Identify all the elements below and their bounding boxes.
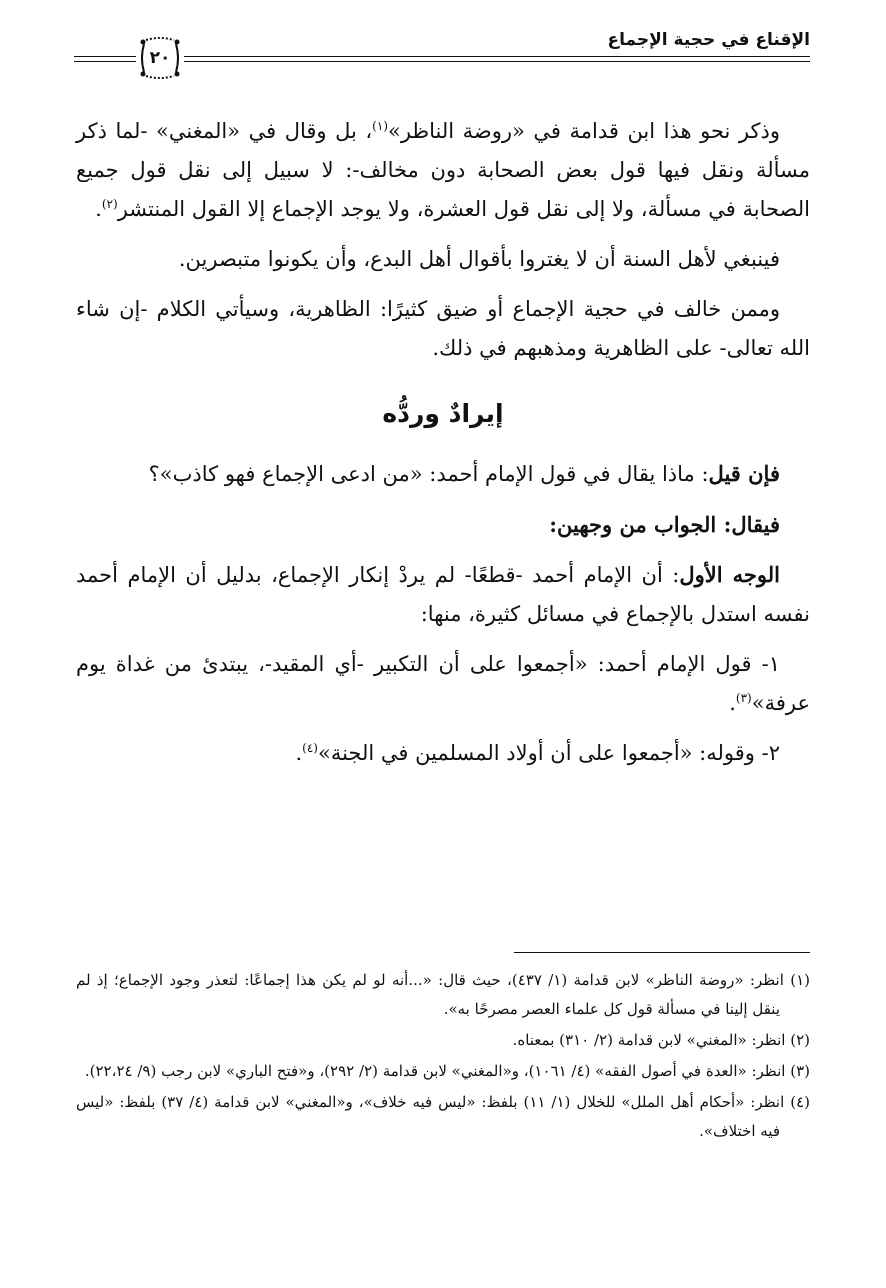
running-title: الإقناع في حجية الإجماع bbox=[607, 30, 810, 50]
footnotes bbox=[76, 966, 810, 1148]
footnote-3: (٣) انظر: «العدة في أصول الفقه» (٤/ ١٠٦١)، و«المغني» لابن قدامة (٢/ ٢٩٢)، و«فتح الباري» لابن رجب (٩/ ٢٢،٢٤). bbox=[84, 1062, 810, 1080]
paragraph-2: فينبغي لأهل السنة أن لا يغتروا بأقوال أهل البدع، وأن يكونوا متبصرين. bbox=[178, 247, 780, 271]
first-aspect-lead: الوجه الأول bbox=[679, 562, 780, 587]
section-title: إيرادٌ وردُّه bbox=[382, 399, 504, 428]
footnote-1: (١) انظر: «روضة الناظر» لابن قدامة (١/ ٤٣٧)، حيث قال: «...أنه لو لم يكن هذا إجماعًا: لتعذر وجود الإجماع؛ إذ لم ينقل إلينا في مسألة قول كل علماء العصر مصرحًا به». bbox=[76, 971, 810, 1018]
header-rule-left-lower bbox=[74, 61, 136, 62]
header-rule-upper bbox=[184, 56, 810, 57]
first-aspect-paragraph: الوجه الأول: أن الإمام أحمد -قطعًا- لم يردْ إنكار الإجماع، بدليل أن الإمام أحمد نفسه استدل بالإجماع في مسائل كثيرة، منها: bbox=[76, 562, 810, 626]
footnote-separator bbox=[514, 952, 810, 953]
page-header bbox=[74, 26, 810, 96]
footnote-2: (٢) انظر: «المغني» لابن قدامة (٢/ ٣١٠) بمعناه. bbox=[512, 1031, 810, 1049]
footnote-ref-3: (٣) bbox=[735, 691, 752, 705]
header-rule-left-upper bbox=[74, 56, 136, 57]
footnote-ref-4: (٤) bbox=[302, 741, 318, 755]
question-lead: فإن قيل bbox=[708, 461, 780, 486]
answer-heading: فيقال: الجواب من وجهين: bbox=[549, 512, 780, 537]
page-number: ٢٠ bbox=[149, 48, 171, 68]
page-number-ornament bbox=[136, 34, 184, 82]
main-text bbox=[76, 112, 810, 784]
paragraph-1: وذكر نحو هذا ابن قدامة في «روضة الناظر»$^{(١)}$، بل وقال في «المغني» -لما ذكر مسألة ونقل فيها قول بعض الصحابة دون مخالف-: لا سبيل إلى نقل قول جميع الصحابة في مسألة، ولا إلى نقل قول العشرة، ولا يوجد الإجماع إلا القول المنتشر$^{(٢)}$. bbox=[76, 119, 810, 221]
footnote-ref-2: (٢) bbox=[101, 197, 118, 211]
list-item-1: ١- قول الإمام أحمد: «أجمعوا على أن التكبير -أي المقيد-، يبتدئ من غداة يوم عرفة»$^{(٣)}$. bbox=[76, 652, 810, 715]
question-paragraph: فإن قيل: ماذا يقال في قول الإمام أحمد: «من ادعى الإجماع فهو كاذب»؟ bbox=[148, 461, 780, 486]
footnote-4: (٤) انظر: «أحكام أهل الملل» للخلال (١/ ١١) بلفظ: «ليس فيه خلاف»، و«المغني» لابن قدامة (٤/ ٣٧) بلفظ: «ليس فيه اختلاف». bbox=[76, 1093, 811, 1140]
paragraph-3: وممن خالف في حجية الإجماع أو ضيق كثيرًا: الظاهرية، وسيأتي الكلام -إن شاء الله تعالى- على الظاهرية ومذهبهم في ذلك. bbox=[76, 297, 810, 360]
footnote-ref-1: (١) bbox=[372, 119, 388, 133]
header-rule-lower bbox=[184, 61, 810, 62]
list-item-2: ٢- وقوله: «أجمعوا على أن أولاد المسلمين في الجنة»$^{(٤)}$. bbox=[295, 741, 780, 765]
